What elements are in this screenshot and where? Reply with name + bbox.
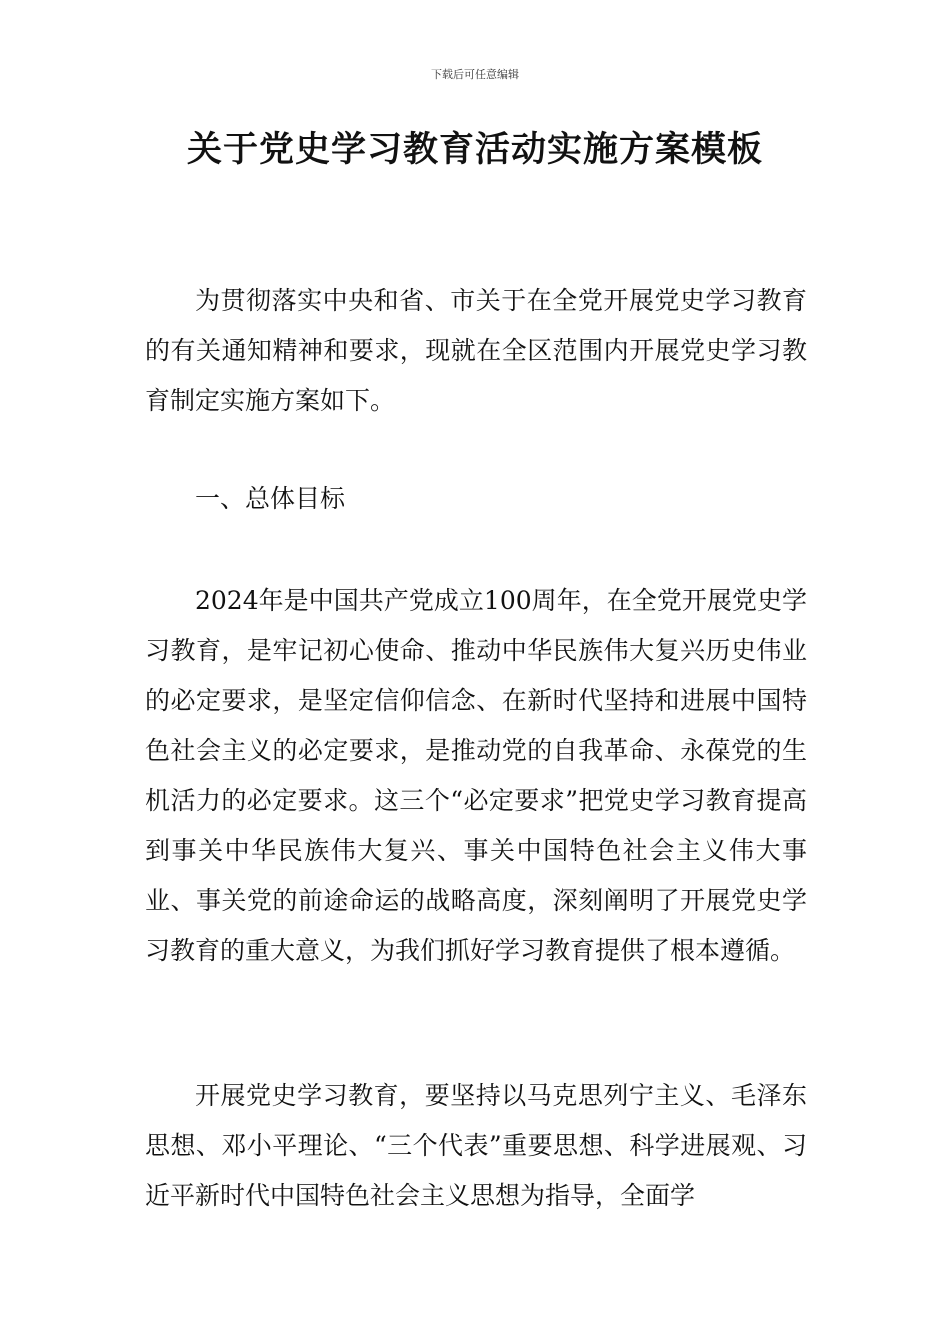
document-title: 关于党史学习教育活动实施方案模板 (186, 130, 763, 170)
paragraph-text: 开展党史学习教育，要坚持以马克思列宁主义、毛泽东思想、邓小平理论、“三个代表”重要思想、科学进展观、习近平新时代中国特色社会主义思想为指导，全面学 (145, 1081, 807, 1210)
paragraph-text: 2024年是中国共产党成立100周年，在全党开展党史学习教育，是牢记初心使命、推动中华民族伟大复兴历史伟业的必定要求，是坚定信仰信念、在新时代坚持和进展中国特色社会主义的必定要求，是推动党的自我革命、永葆党的生机活力的必定要求。这三个“必定要求”把党史学习教育提高到事关中华民族伟大复兴、事关中国特色社会主义伟大事业、事关党的前途命运的战略高度，深刻阐明了开展党史学习教育的重大意义，为我们抓好学习教育提供了根本遵循。 (145, 586, 807, 965)
paragraph-text: 为贯彻落实中央和省、市关于在全党开展党史学习教育的有关通知精神和要求，现就在全区范围内开展党史学习教育制定实施方案如下。 (145, 286, 807, 415)
section-heading-overall-goal (145, 474, 807, 524)
paragraph-guidance (145, 1071, 807, 1221)
section-heading-text: 一、总体目标 (195, 484, 346, 513)
header-note: 下载后可任意编辑 (431, 68, 519, 81)
paragraph-background (145, 576, 807, 976)
paragraph-intro (145, 276, 807, 426)
